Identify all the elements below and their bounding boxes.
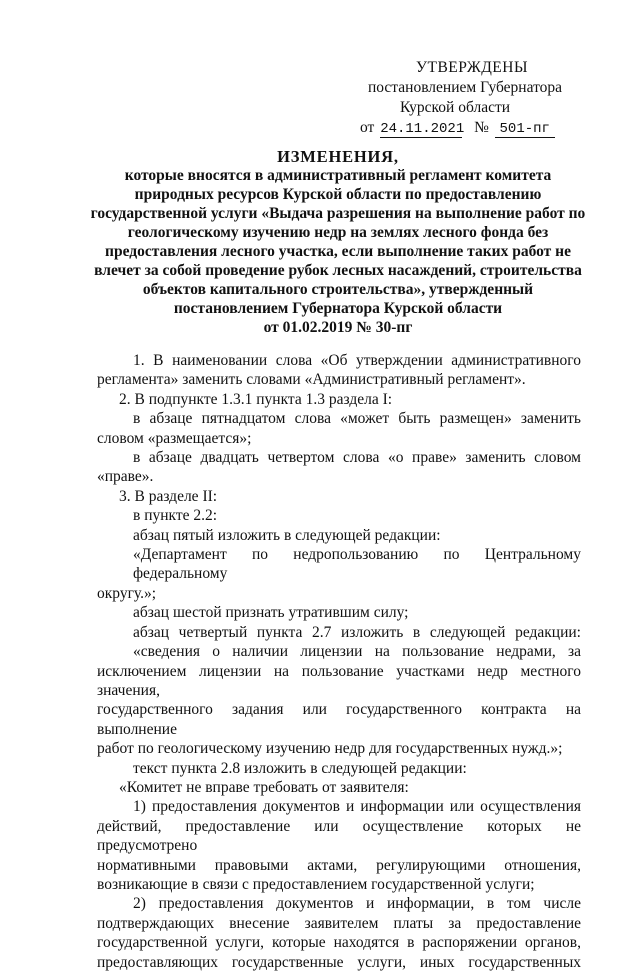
title-line: природных ресурсов Курской области по предоставлению [134, 186, 542, 203]
approval-authority: постановлением Губернатора [368, 79, 563, 96]
paragraph-1-line-2: регламента» заменить словами «Административный регламент». [97, 371, 526, 389]
title-line: влечет за собой проведение рубок лесных насаждений, строительства [94, 262, 582, 279]
paragraph-1-line-1: 1. В наименовании слова «Об утверждении административного [133, 352, 581, 369]
paragraph-7: абзац пятый изложить в следующей редакции: [133, 526, 441, 544]
approval-stamp [360, 58, 590, 138]
title-line: постановлением Губернатора Курской области [173, 300, 503, 317]
title-line: геологическому изучению недр на землях лесного фонда без [127, 224, 549, 241]
number-prefix: № [474, 119, 489, 136]
title-line: государственной услуги «Выдача разрешения на выполнение работ по [90, 205, 586, 222]
paragraph-13: «Комитет не вправе требовать от заявителя: [119, 778, 409, 796]
paragraph-15-line-3: государственной услуги, которые находятся в распоряжении органов, [97, 934, 581, 952]
paragraph-6: в пункте 2.2: [133, 507, 218, 525]
approval-number: 501-пг [495, 121, 555, 138]
paragraph-15-line-1: 2) предоставления документов и информации, в том числе [133, 895, 581, 913]
paragraph-11-line-1: «сведения о наличии лицензии на пользование недрами, за [133, 643, 581, 661]
paragraph-11-line-3: государственного задания или государственного контракта на выполнение [97, 701, 581, 738]
date-prefix: от [360, 119, 375, 136]
paragraph-14-line-4: возникающие в связи с предоставлением государственной услуги; [97, 875, 535, 893]
document-body [97, 351, 581, 972]
approval-region: Курской области [400, 99, 511, 116]
title-line: которые вносятся в административный регламент комитета [124, 167, 552, 184]
paragraph-14-line-1: 1) предоставления документов и информации или осуществления [133, 798, 581, 816]
paragraph-11-line-4: работ по геологическому изучению недр для государственных нужд.»; [97, 740, 563, 758]
paragraph-10: абзац четвертый пункта 2.7 изложить в следующей редакции: [133, 623, 581, 641]
paragraph-14-line-2: действий, предоставление или осуществление которых не предусмотрено [97, 817, 581, 855]
paragraph-3-line-1: в абзаце пятнадцатом слова «может быть размещен» заменить [133, 410, 581, 428]
paragraph-4-line-2: «праве». [97, 468, 154, 486]
document-title [88, 147, 588, 337]
title-line: от 01.02.2019 № 30-пг [263, 319, 413, 336]
paragraph-9: абзац шестой признать утратившим силу; [133, 604, 409, 622]
approval-date-line [360, 118, 590, 138]
paragraph-2: 2. В подпункте 1.3.1 пункта 1.3 раздела I: [119, 390, 393, 408]
title-line: объектов капитального строительства», утвержденный [142, 281, 534, 298]
approval-date: 24.11.2021 [380, 121, 465, 137]
title-heading: ИЗМЕНЕНИЯ, [277, 147, 399, 166]
paragraph-15-line-2: подтверждающих внесение заявителем платы за предоставление [97, 914, 581, 932]
paragraph-11-line-2: исключением лицензии на пользование участками недр местного значения, [97, 662, 581, 699]
paragraph-8-line-1: «Департамент по недропользованию по Центральному федеральному [133, 546, 581, 583]
paragraph-15-line-4: предоставляющих государственные услуги, иных государственных [97, 953, 581, 971]
paragraph-5: 3. В разделе II: [119, 487, 218, 505]
approval-heading: УТВЕРЖДЕНЫ [416, 59, 528, 76]
paragraph-12: текст пункта 2.8 изложить в следующей редакции: [133, 759, 467, 777]
paragraph-14-line-3: нормативными правовыми актами, регулирующими отношения, [97, 856, 581, 874]
paragraph-8-line-2: округу.»; [97, 584, 157, 602]
title-line: предоставления лесного участка, если выполнение таких работ не [105, 243, 571, 260]
paragraph-4-line-1: в абзаце двадцать четвертом слова «о праве» заменить словом [133, 449, 581, 467]
paragraph-3-line-2: словом «размещается»; [97, 429, 252, 447]
